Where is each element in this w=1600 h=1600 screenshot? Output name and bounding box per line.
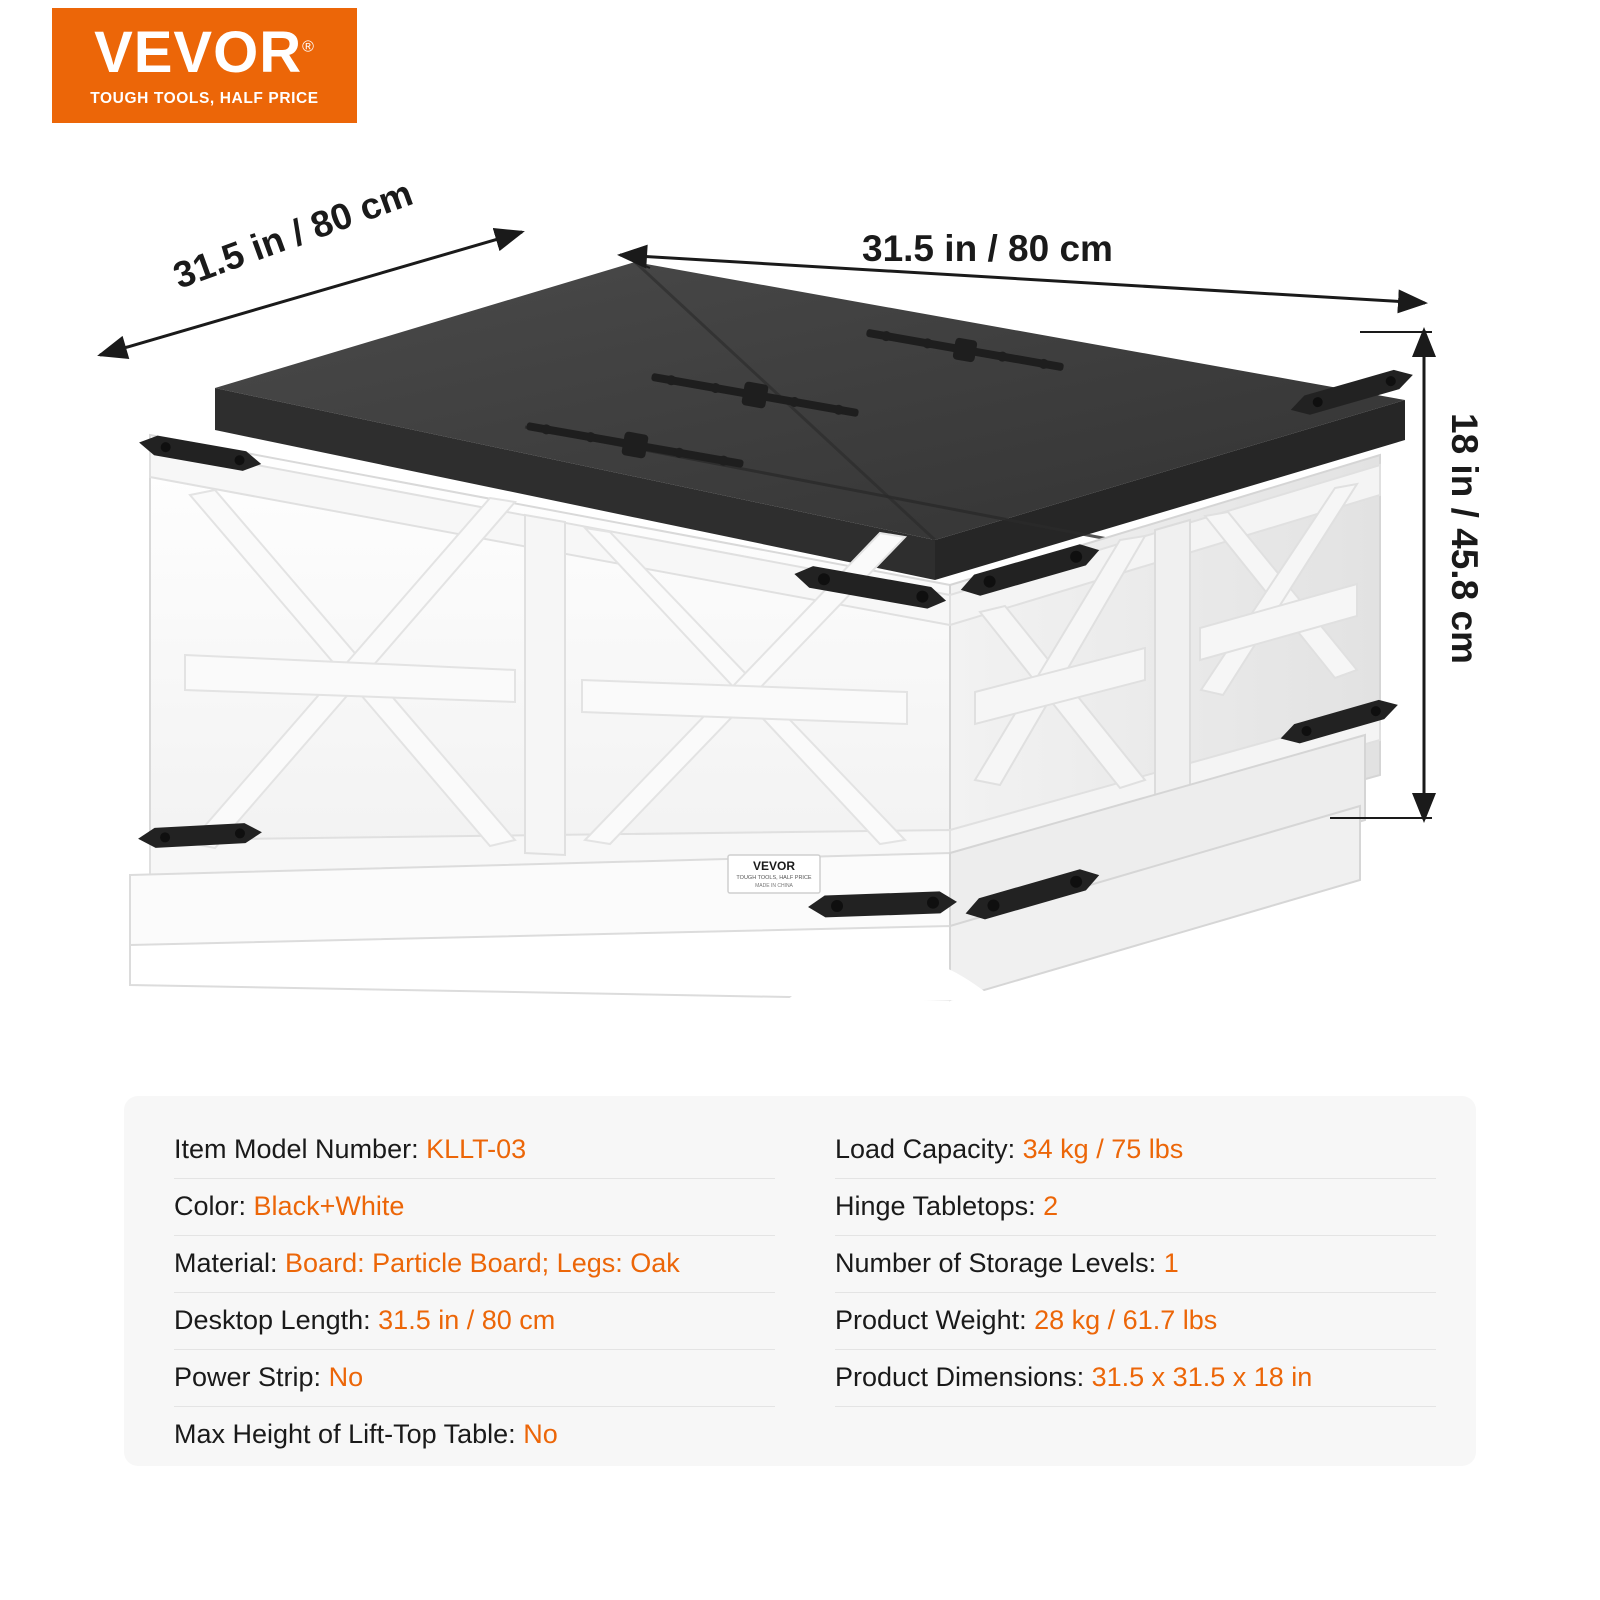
spec-label: Number of Storage Levels: <box>835 1248 1157 1279</box>
svg-text:VEVOR: VEVOR <box>752 859 796 873</box>
spec-label: Power Strip: <box>174 1362 322 1393</box>
spec-column-right <box>805 1122 1436 1456</box>
spec-label: Material: <box>174 1248 278 1279</box>
svg-text:MADE IN CHINA: MADE IN CHINA <box>755 883 793 889</box>
spec-label: Load Capacity: <box>835 1134 1016 1164</box>
spec-row <box>835 1350 1436 1407</box>
dimension-label-height: 18 in / 45.8 cm <box>1444 413 1485 664</box>
spec-row <box>835 1122 1436 1179</box>
dimension-label-depth: 31.5 in / 80 cm <box>168 172 418 297</box>
spec-row <box>835 1293 1436 1350</box>
spec-row-spacer <box>835 1407 1436 1463</box>
spec-row <box>174 1122 775 1179</box>
spec-value: No <box>328 1362 364 1393</box>
spec-value: 1 <box>1163 1248 1179 1279</box>
spec-value: 28 kg / 61.7 lbs <box>1034 1305 1218 1336</box>
spec-row <box>174 1407 775 1463</box>
spec-row <box>174 1350 775 1407</box>
spec-value: KLLT-03 <box>426 1134 527 1164</box>
spec-value: 34 kg / 75 lbs <box>1022 1134 1184 1164</box>
spec-column-left <box>174 1122 805 1456</box>
svg-text:TOUGH TOOLS, HALF PRICE: TOUGH TOOLS, HALF PRICE <box>736 875 812 881</box>
spec-label: Product Dimensions: <box>835 1362 1085 1393</box>
spec-value: Black+White <box>253 1191 405 1222</box>
spec-label: Color: <box>174 1191 247 1222</box>
spec-value: Board: Particle Board; Legs: Oak <box>285 1248 680 1279</box>
logo-tagline: TOUGH TOOLS, HALF PRICE <box>90 89 319 107</box>
spec-label: Desktop Length: <box>174 1305 371 1336</box>
spec-label: Product Weight: <box>835 1305 1027 1336</box>
spec-label: Max Height of Lift-Top Table: <box>174 1419 516 1450</box>
spec-row <box>835 1236 1436 1293</box>
dimension-label-width: 31.5 in / 80 cm <box>862 228 1113 269</box>
registered-mark-icon: ® <box>302 38 315 56</box>
spec-value: No <box>523 1419 558 1450</box>
spec-row <box>174 1179 775 1236</box>
spec-row <box>835 1179 1436 1236</box>
specification-card <box>124 1096 1476 1466</box>
spec-label: Item Model Number: <box>174 1134 419 1164</box>
spec-label: Hinge Tabletops: <box>835 1191 1036 1222</box>
spec-row <box>174 1293 775 1350</box>
spec-value: 31.5 in / 80 cm <box>378 1305 556 1336</box>
spec-value: 31.5 x 31.5 x 18 in <box>1091 1362 1313 1393</box>
spec-value: 2 <box>1043 1191 1059 1222</box>
logo-wordmark-text: VEVOR <box>94 19 303 85</box>
spec-row <box>174 1236 775 1293</box>
